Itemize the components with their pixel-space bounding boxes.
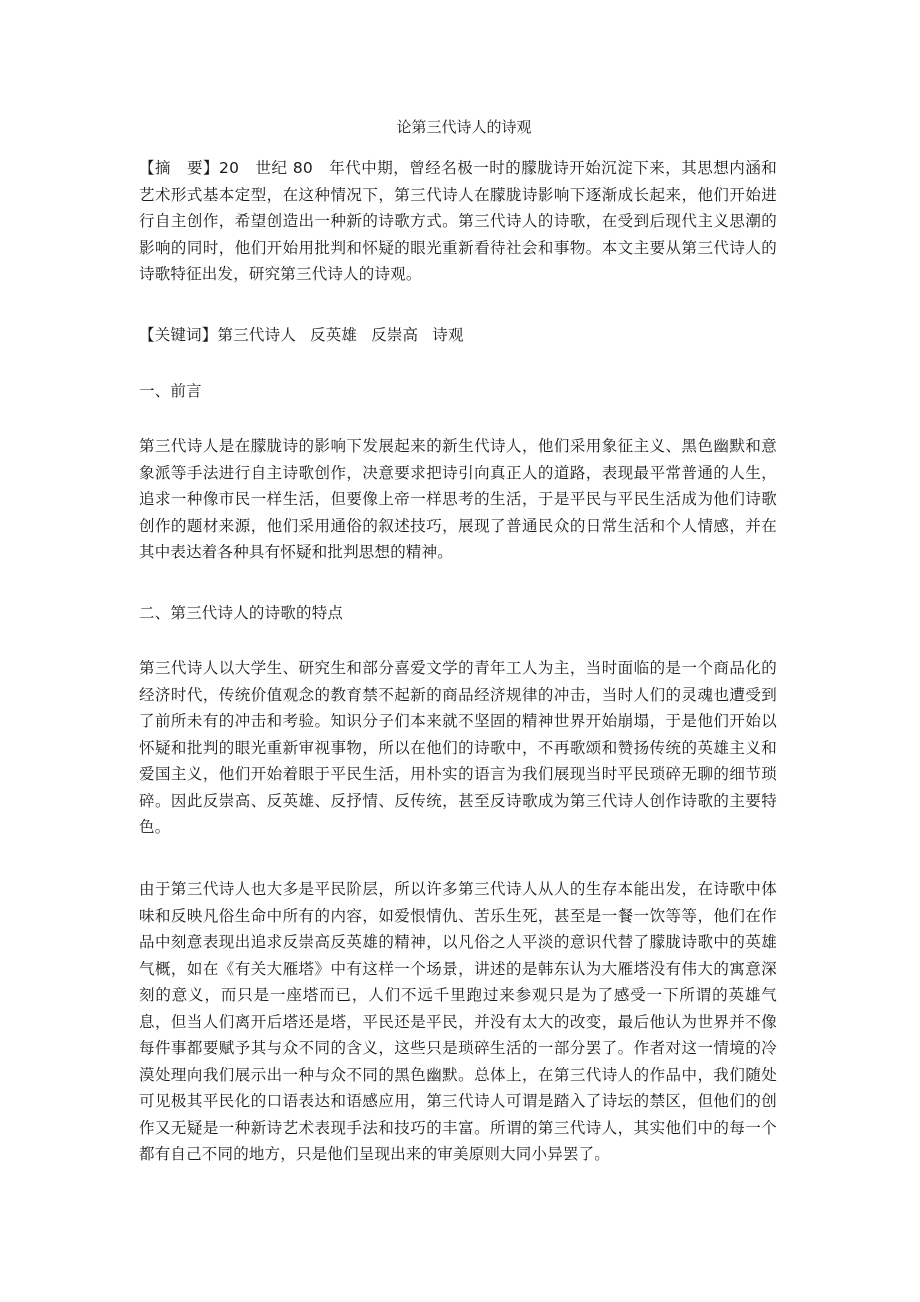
document-title: 论第三代诗人的诗观 [396,118,532,136]
keyword-item: 反崇高 [371,326,419,344]
keyword-item: 反英雄 [310,326,358,344]
keyword-item: 第三代诗人 [217,326,297,344]
abstract-text: 20 世纪 80 年代中期，曾经名极一时的朦胧诗开始沉淀下来，其思想内涵和艺术形式基本定型，在这种情况下，第三代诗人在朦胧诗影响下逐渐成长起来，他们开始进行自主创作，希望创造出一种新的诗歌方式。第三代诗人的诗歌，在受到后现代主义思潮的影响的同时，他们开始用批判和怀疑的眼光重新看待社会和事物。本文主要从第三代诗人的诗歌特征出发，研究第三代诗人的诗观。 [139,159,777,283]
section-heading-preface: 一、前言 [139,382,202,400]
abstract-label: 【摘 要】 [139,159,220,177]
abstract-paragraph [139,155,777,288]
keyword-item: 诗观 [432,326,464,344]
keywords-label: 【关键词】 [139,326,218,344]
keywords-paragraph [139,322,777,349]
section-heading-features: 二、第三代诗人的诗歌的特点 [139,604,344,622]
preface-paragraph: 第三代诗人是在朦胧诗的影响下发展起来的新生代诗人，他们采用象征主义、黑色幽默和意象派等手法进行自主诗歌创作，决意要求把诗引向真正人的道路，表现最平常普通的人生，追求一种像市民一样生活，但要像上帝一样思考的生活，于是平民与平民生活成为他们诗歌创作的题材来源，他们采用通俗的叙述技巧，展现了普通民众的日常生活和个人情感，并在其中表达着各种具有怀疑和批判思想的精神。 [139,437,777,561]
features-paragraph-1: 第三代诗人以大学生、研究生和部分喜爱文学的青年工人为主，当时面临的是一个商品化的经济时代，传统价值观念的教育禁不起新的商品经济规律的冲击，当时人们的灵魂也遭受到了前所未有的冲击和考验。知识分子们本来就不坚固的精神世界开始崩塌，于是他们开始以怀疑和批判的眼光重新审视事物，所以在他们的诗歌中，不再歌颂和赞扬传统的英雄主义和爱国主义，他们开始着眼于平民生活，用朴实的语言为我们展现当时平民琐碎无聊的细节琐碎。因此反崇高、反英雄、反抒情、反传统，甚至反诗歌成为第三代诗人创作诗歌的主要特色。 [139,659,777,836]
features-paragraph-2: 由于第三代诗人也大多是平民阶层，所以许多第三代诗人从人的生存本能出发，在诗歌中体味和反映凡俗生命中所有的内容，如爱恨情仇、苦乐生死，甚至是一餐一饮等等，他们在作品中刻意表现出追求反崇高反英雄的精神，以凡俗之人平淡的意识代替了朦胧诗歌中的英雄气概，如在《有关大雁塔》中有这样一个场景，讲述的是韩东认为大雁塔没有伟大的寓意深刻的意义，而只是一座塔而已，人们不远千里跑过来参观只是为了感受一下所谓的英雄气息，但当人们离开后塔还是塔，平民还是平民，并没有太大的改变，最后他认为世界并不像每件事都要赋予其与众不同的含义，这些只是琐碎生活的一部分罢了。作者对这一情境的冷漠处理向我们展示出一种与众不同的黑色幽默。总体上，在第三代诗人的作品中，我们随处可见极其平民化的口语表达和语感应用，第三代诗人可谓是踏入了诗坛的禁区，但他们的创作又无疑是一种新诗艺术表现手法和技巧的丰富。所谓的第三代诗人，其实他们中的每一个都有自己不同的地方，只是他们呈现出来的审美原则大同小异罢了。 [139,880,777,1163]
